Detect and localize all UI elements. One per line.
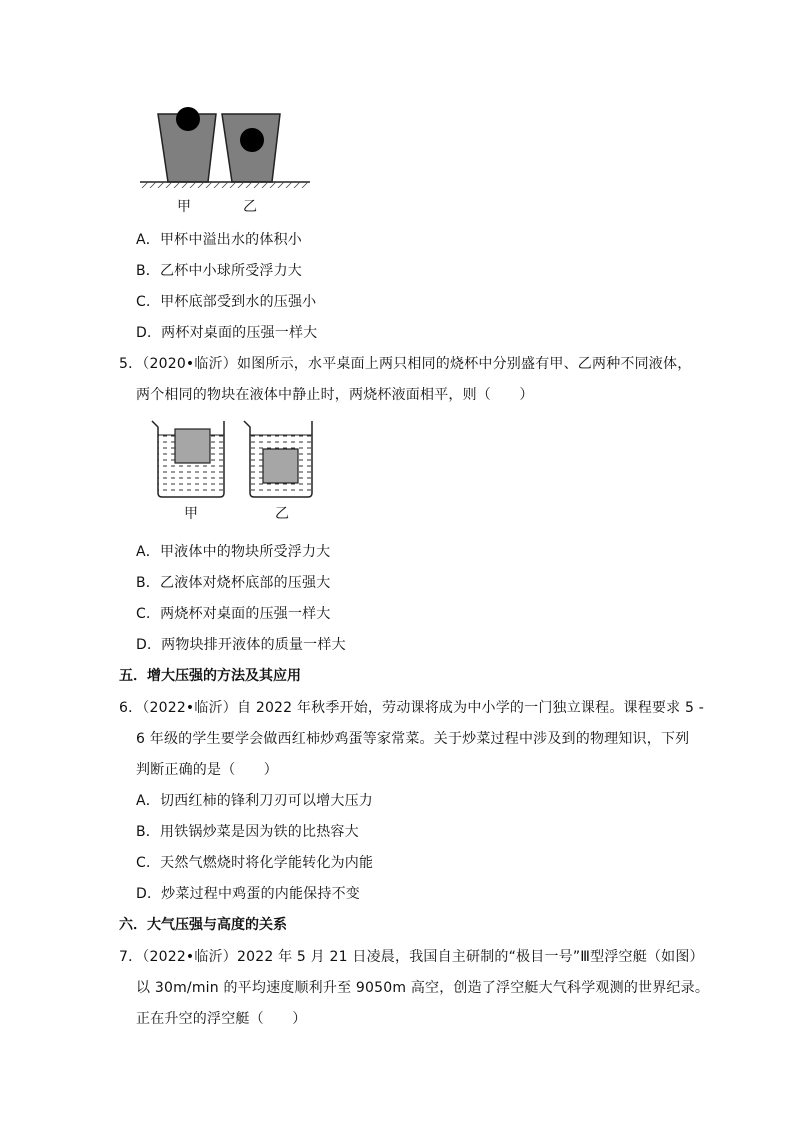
table-hatching: [142, 182, 308, 188]
q5-option-b: B．乙液体对烧杯底部的压强大: [136, 575, 331, 591]
q4-option-c: C．甲杯底部受到水的压强小: [136, 294, 317, 310]
q5-line-2: 两个相同的物块在液体中静止时，两烧杯液面相平，则（ ）: [136, 387, 534, 403]
figure1-label-jia: 甲: [177, 199, 191, 215]
q5-line-1: 5．（2020•临沂）如图所示，水平桌面上两只相同的烧杯中分别盛有甲、乙两种不同液体，: [119, 356, 692, 372]
figure1-label-yi: 乙: [243, 199, 257, 215]
q4-option-a: A．甲杯中溢出水的体积小: [136, 232, 302, 248]
section-heading-5: 五．增大压强的方法及其应用: [119, 668, 301, 684]
q6-option-c: C．天然气燃烧时将化学能转化为内能: [136, 855, 374, 871]
figure-beakers-blocks: [146, 415, 316, 500]
q6-line-2: 6 年级的学生要学会做西红柿炒鸡蛋等家常菜。关于炒菜过程中涉及到的物理知识，下列: [136, 731, 690, 747]
q7-line-2: 以 30m/min 的平均速度顺利升至 9050m 高空，创造了浮空艇大气科学观测的世界纪录。: [136, 980, 710, 996]
q6-line-1: 6．（2022•临沂）自 2022 年秋季开始，劳动课将成为中小学的一门独立课程。课程要求 5 -: [119, 700, 704, 716]
figure2-label-jia: 甲: [184, 506, 198, 522]
q5-option-d: D．两物块排开液体的质量一样大: [136, 637, 346, 653]
block-jia: [175, 429, 210, 463]
q7-line-1: 7．（2022•临沂）2022 年 5 月 21 日凌晨，我国自主研制的“极目一号”Ⅲ型浮空艇（如图）: [119, 949, 704, 965]
ball-yi: [240, 128, 264, 152]
q6-option-a: A．切西红柿的锋利刀刃可以增大压力: [136, 793, 373, 809]
q5-option-c: C．两烧杯对桌面的压强一样大: [136, 606, 331, 622]
q5-option-a: A．甲液体中的物块所受浮力大: [136, 544, 331, 560]
section-heading-6: 六．大气压强与高度的关系: [119, 917, 287, 933]
q6-option-b: B．用铁锅炒菜是因为铁的比热容大: [136, 824, 359, 840]
q4-option-b: B．乙杯中小球所受浮力大: [136, 263, 303, 279]
ball-jia: [176, 107, 200, 131]
q6-option-d: D．炒菜过程中鸡蛋的内能保持不变: [136, 886, 360, 902]
q7-line-3: 正在升空的浮空艇（ ）: [136, 1011, 307, 1027]
block-yi: [263, 449, 298, 483]
figure2-label-yi: 乙: [275, 506, 289, 522]
q6-line-3: 判断正确的是（ ）: [136, 762, 278, 778]
q4-option-d: D．两杯对桌面的压强一样大: [136, 325, 318, 341]
figure-cups-balls: [138, 100, 318, 190]
